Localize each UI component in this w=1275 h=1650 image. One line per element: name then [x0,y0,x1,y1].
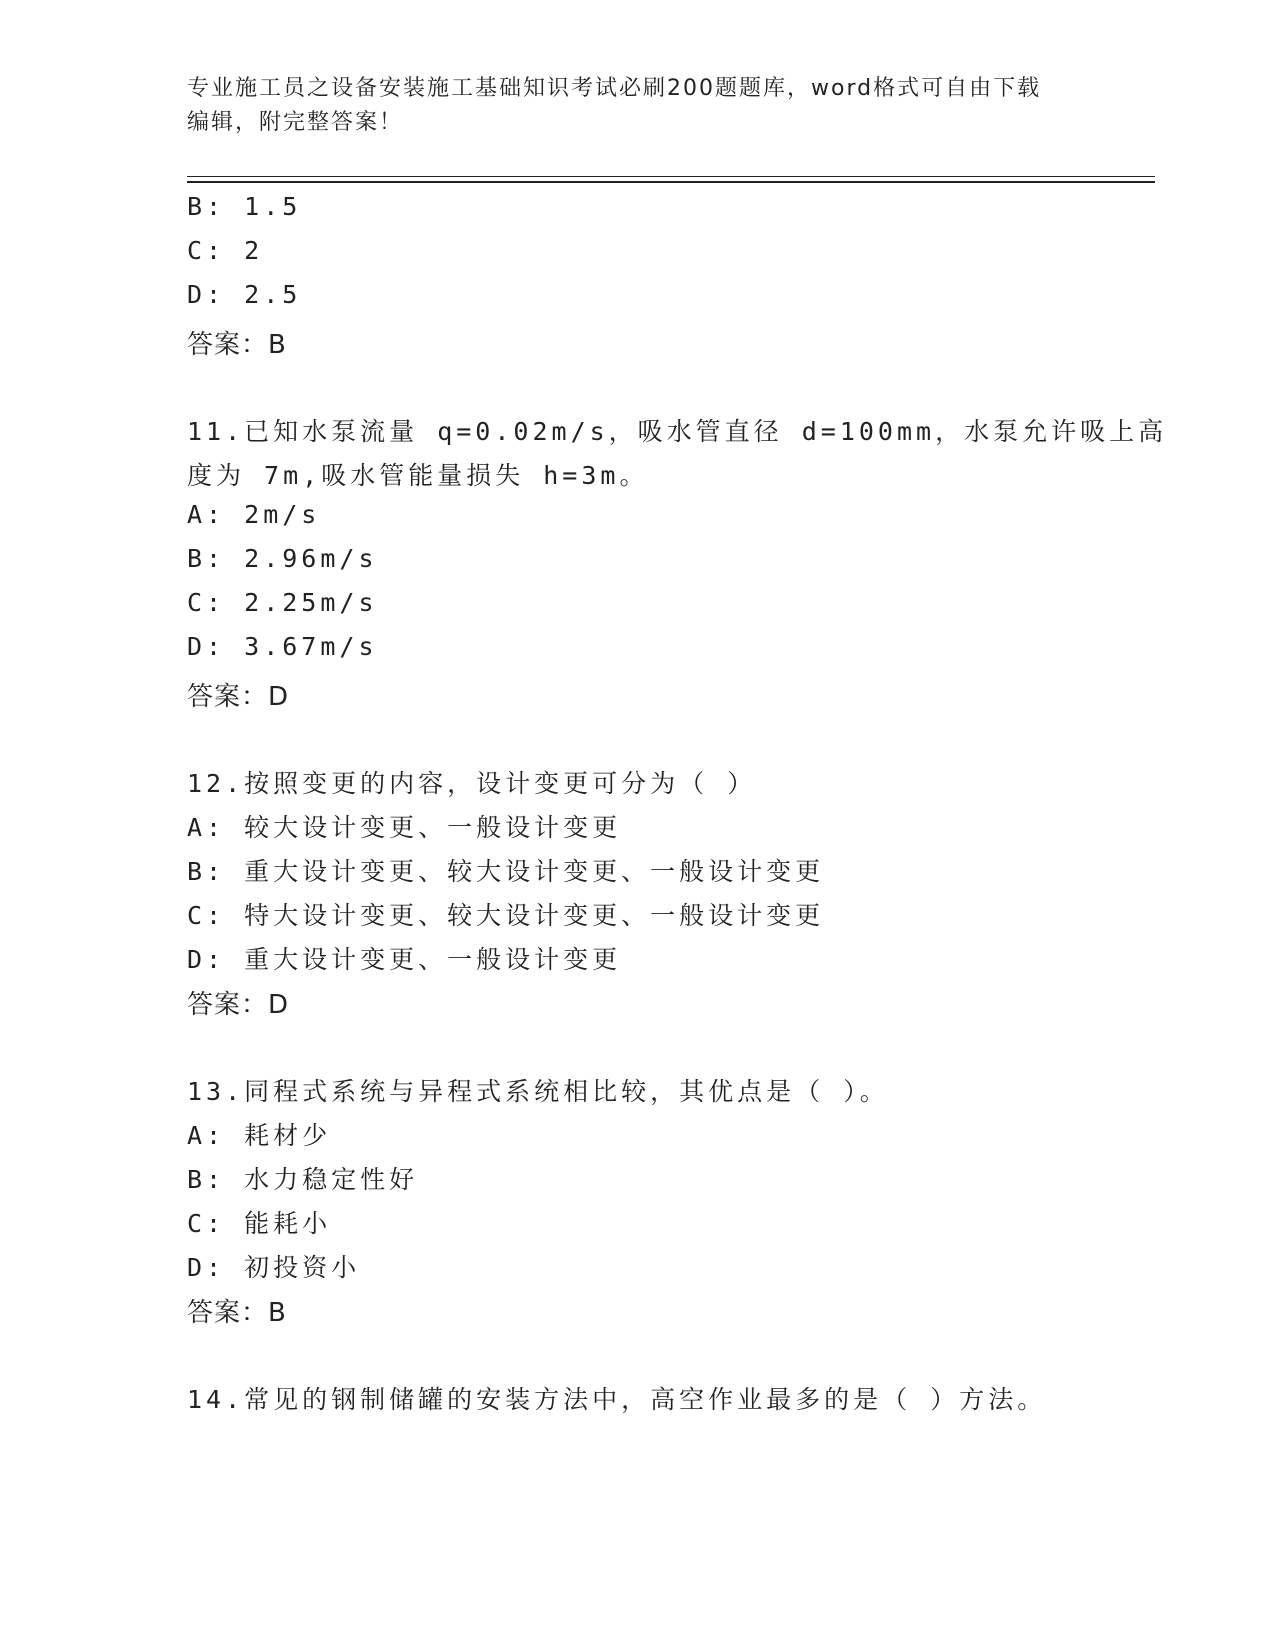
document-header [187,72,1067,140]
q12-option-d: D: 重大设计变更、一般设计变更 [187,945,622,974]
header-rule-thick [187,181,1155,183]
q13-option-c: C: 能耗小 [187,1209,332,1238]
q13-stem: 13.同程式系统与异程式系统相比较，其优点是（ ）。 [187,1077,889,1106]
q12-answer: 答案：D [187,990,290,1020]
header-title-line-1: 专业施工员之设备安装施工基础知识考试必刷200题题库，word格式可自由下载 [187,76,1042,101]
q13-option-b: B: 水力稳定性好 [187,1165,419,1194]
q11-option-b: B: 2.96m/s [187,544,378,573]
q14-stem: 14.常见的钢制储罐的安装方法中，高空作业最多的是（ ）方法。 [187,1385,1047,1414]
q11-option-d: D: 3.67m/s [187,632,378,661]
header-rule-thin [187,176,1155,177]
q13-option-a: A: 耗材少 [187,1121,332,1150]
q12-stem: 12.按照变更的内容，设计变更可分为（ ） [187,769,757,798]
q11-stem-line-2: 度为 7m,吸水管能量损失 h=3m。 [187,461,649,490]
q13-answer: 答案：B [187,1298,287,1328]
q10-option-c: C: 2 [187,236,264,265]
q13-option-d: D: 初投资小 [187,1253,361,1282]
q10-option-b: B: 1.5 [187,192,302,221]
q12-option-a: A: 较大设计变更、一般设计变更 [187,813,622,842]
q12-option-c: C: 特大设计变更、较大设计变更、一般设计变更 [187,901,825,930]
q11-option-a: A: 2m/s [187,500,321,529]
q10-answer: 答案：B [187,330,287,360]
q11-stem-line-1: 11.已知水泵流量 q=0.02m/s，吸水管直径 d=100mm，水泵允许吸上高 [187,417,1168,446]
q12-option-b: B: 重大设计变更、较大设计变更、一般设计变更 [187,857,825,886]
header-title-line-2: 编辑，附完整答案！ [187,110,404,135]
q11-option-c: C: 2.25m/s [187,588,378,617]
q10-option-d: D: 2.5 [187,280,302,309]
q11-answer: 答案：D [187,682,290,712]
